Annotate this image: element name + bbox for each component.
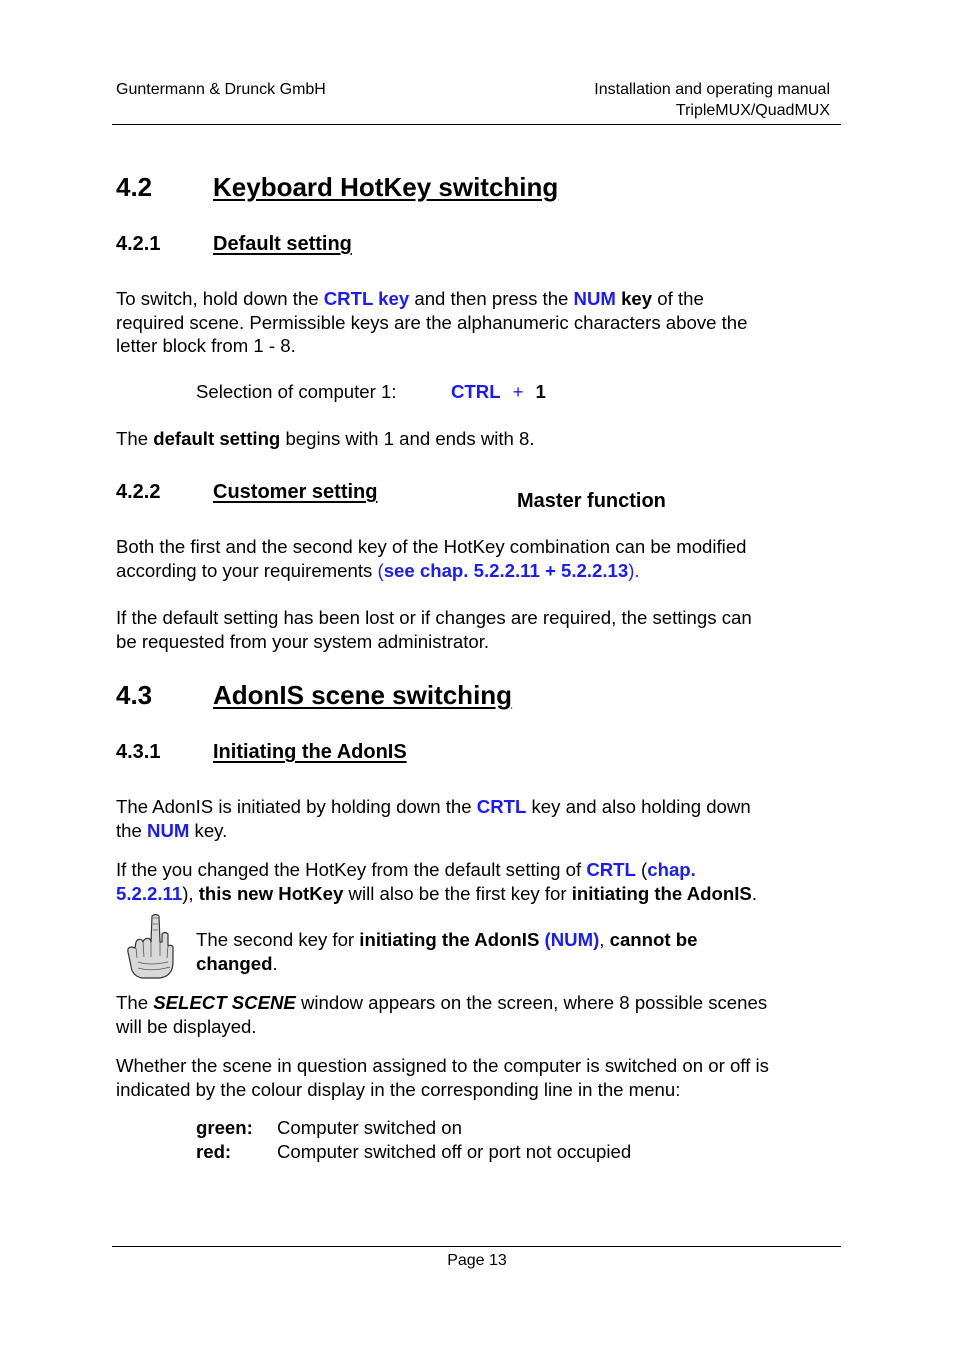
page-number: Page 13	[447, 1252, 507, 1269]
legend-term: red:	[196, 1140, 232, 1162]
crtl-key-term: CRTL key	[323, 288, 410, 309]
text-run: To switch, hold down the	[116, 288, 324, 309]
text-line	[116, 991, 856, 1015]
text-line	[116, 819, 856, 843]
subsection-number: 4.2.2	[116, 481, 161, 503]
legend-row	[196, 1140, 631, 1164]
ctrl-key-term: CTRL	[451, 381, 501, 402]
paragraph-admin-note	[116, 606, 856, 653]
crtl-key-term: CRTL	[476, 796, 527, 817]
plus-sign: +	[512, 381, 524, 402]
text-run: The second key for	[196, 929, 360, 950]
subsection-title: Default setting	[213, 233, 352, 255]
text-run: begins with 1 and ends with 8.	[280, 428, 535, 449]
text-run: (	[635, 859, 648, 880]
legend-term: green:	[196, 1117, 253, 1138]
pointing-hand-icon	[124, 912, 178, 982]
subsection-number: 4.3.1	[116, 741, 161, 763]
text-line: Whether the scene in question assigned to the computer is switched on or off is	[116, 1055, 769, 1076]
text-line	[116, 858, 856, 882]
text-line: letter block from 1 - 8.	[116, 335, 296, 356]
text-line: be requested from your system administrator.	[116, 630, 490, 652]
text-run: ,	[599, 929, 610, 950]
section-number: 4.3	[116, 680, 153, 710]
text-run: window appears on the screen, where 8 possible scenes	[295, 992, 768, 1013]
text-line: indicated by the colour display in the corresponding line in the menu:	[116, 1078, 681, 1100]
example-hotkey	[451, 380, 546, 404]
chapter-reference: see chap. 5.2.2.11 + 5.2.2.13	[383, 559, 629, 581]
text-run: The AdonIS is initiated by holding down the	[116, 796, 477, 817]
paragraph-select-scene	[116, 991, 856, 1038]
default-setting-term: default setting	[153, 428, 281, 449]
paragraph-default-range	[116, 427, 856, 451]
cannot-be-term: cannot be	[609, 929, 698, 950]
crtl-key-term: CRTL	[586, 859, 636, 880]
paragraph-initiating	[116, 795, 856, 842]
footer-rule	[112, 1246, 841, 1247]
section-title: AdonIS scene switching	[213, 680, 513, 710]
text-run: ),	[182, 882, 199, 904]
text-line	[116, 559, 856, 583]
text-run: The	[116, 992, 154, 1013]
header-manual-title: Installation and operating manual	[594, 81, 830, 98]
chapter-reference: 5.2.2.11	[116, 882, 183, 904]
header-rule	[112, 124, 841, 125]
subsection-number: 4.2.1	[116, 233, 161, 255]
text-line	[196, 952, 856, 976]
legend-description: Computer switched on	[277, 1117, 462, 1138]
example-label: Selection of computer 1:	[196, 381, 397, 402]
paren: (	[377, 559, 384, 581]
header-doc-title	[594, 79, 830, 121]
paren: ).	[628, 559, 640, 581]
num-key-term: (NUM)	[539, 929, 600, 950]
text-run: and then press the	[409, 288, 574, 309]
subsection-title: Customer setting	[213, 481, 378, 503]
initiating-term: initiating the AdonIS	[571, 882, 752, 904]
master-function-tag: Master function	[517, 490, 666, 512]
chapter-reference: chap.	[647, 859, 696, 880]
num-key-term: NUM	[573, 288, 616, 309]
text-run: of the	[652, 288, 704, 309]
text-run: key and also holding down	[526, 796, 751, 817]
new-hotkey-term: this new HotKey	[198, 882, 344, 904]
text-run: will also be the first key for	[343, 882, 572, 904]
legend-description: Computer switched off or port not occupied	[277, 1140, 632, 1162]
text-run: key.	[189, 819, 228, 841]
section-number: 4.2	[116, 172, 153, 202]
text-run: If the you changed the HotKey from the default setting of	[116, 859, 587, 880]
changed-term: changed	[196, 952, 273, 974]
text-run: The	[116, 428, 154, 449]
text-line: required scene. Permissible keys are the alphanumeric characters above the	[116, 311, 748, 333]
header-product: TripleMUX/QuadMUX	[675, 102, 830, 119]
text-line	[116, 795, 856, 819]
initiating-term: initiating the AdonIS	[359, 929, 540, 950]
note-text	[196, 928, 856, 975]
text-line	[116, 287, 856, 311]
legend-row	[196, 1116, 631, 1140]
text-run: the	[116, 819, 148, 841]
key-one: 1	[535, 381, 546, 402]
select-scene-term: SELECT SCENE	[153, 992, 296, 1013]
section-title: Keyboard HotKey switching	[213, 172, 559, 202]
text-line	[196, 928, 856, 952]
paragraph-colour-display	[116, 1054, 856, 1101]
text-line: will be displayed.	[116, 1015, 257, 1037]
subsection-title: Initiating the AdonIS	[213, 741, 407, 763]
text-line	[116, 882, 856, 906]
key-word: key	[615, 288, 653, 309]
text-run: .	[272, 952, 278, 974]
num-key-term: NUM	[147, 819, 190, 841]
paragraph-changed-hotkey	[116, 858, 856, 905]
colour-legend	[196, 1116, 631, 1163]
paragraph-customer-setting	[116, 535, 856, 582]
header-company: Guntermann & Drunck GmbH	[116, 81, 326, 98]
text-line: Both the first and the second key of the HotKey combination can be modified	[116, 536, 747, 557]
paragraph-switch-instructions	[116, 287, 856, 358]
text-line: If the default setting has been lost or if changes are required, the settings can	[116, 607, 752, 628]
text-run: .	[751, 882, 757, 904]
text-run: according to your requirements	[116, 559, 378, 581]
